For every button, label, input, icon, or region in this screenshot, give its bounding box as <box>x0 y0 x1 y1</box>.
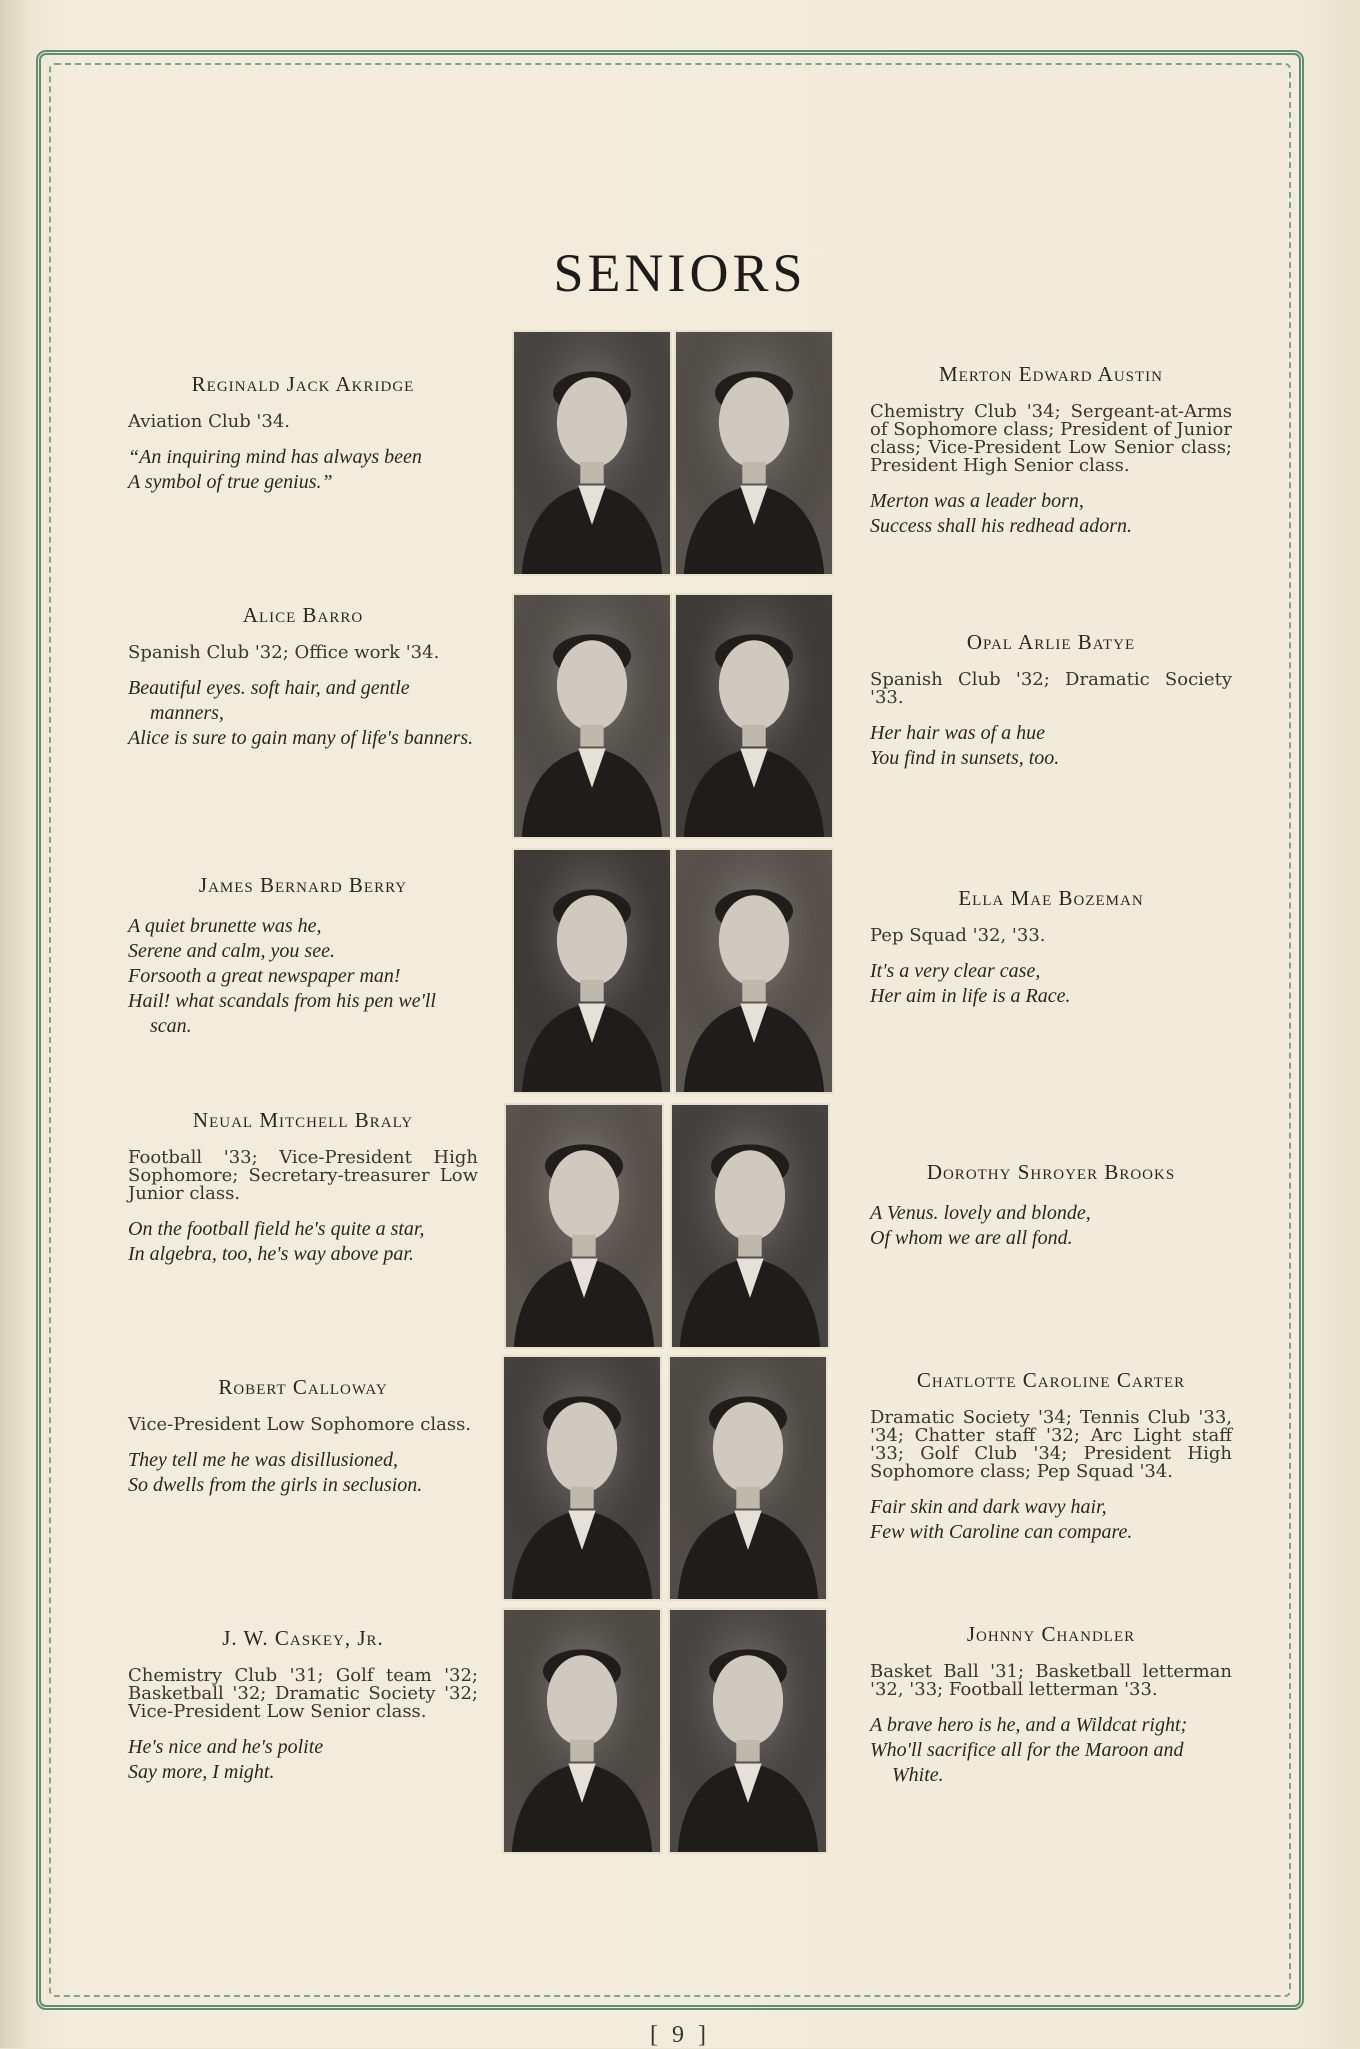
senior-activities: Pep Squad '32, '33. <box>870 925 1046 946</box>
verse-line: Merton was a leader born, <box>870 490 1084 512</box>
senior-portrait <box>674 848 834 1094</box>
senior-name: Opal Arlie Batye <box>966 630 1136 654</box>
senior-entry <box>870 1160 1232 1251</box>
senior-name: Merton Edward Austin <box>939 362 1163 386</box>
senior-activities: Chemistry Club '31; Golf team '32; Basketball '32; Dramatic Society '32; Vice-President Low Senior class. <box>128 1665 478 1722</box>
senior-entry <box>870 362 1232 539</box>
senior-entry <box>870 1622 1232 1788</box>
senior-entry <box>870 630 1232 771</box>
verse-line: Forsooth a great newspaper man! <box>128 965 401 987</box>
senior-entry <box>128 1108 478 1267</box>
verse-line: A symbol of true genius.” <box>128 471 333 493</box>
verse-line: In algebra, too, he's way above par. <box>128 1243 414 1265</box>
senior-name: Dorothy Shroyer Brooks <box>926 1160 1176 1184</box>
verse-line: They tell me he was disillusioned, <box>128 1449 398 1471</box>
senior-activities: Chemistry Club '34; Sergeant-at-Arms of Sophomore class; President of Junior class; Vice-President Low Senior class; President High Senior class. <box>870 401 1232 476</box>
senior-portrait <box>674 330 834 576</box>
verse-line: Success shall his redhead adorn. <box>870 515 1133 537</box>
senior-activities: Aviation Club '34. <box>128 411 291 432</box>
senior-entry <box>128 603 478 751</box>
verse-line: Say more, I might. <box>128 1761 275 1783</box>
verse-line: Who'll sacrifice all for the Maroon and White. <box>870 1739 1184 1786</box>
senior-entry <box>870 1368 1232 1545</box>
senior-name: Alice Barro <box>242 603 364 627</box>
senior-activities: Basket Ball '31; Basketball letterman '32, '33; Football letterman '33. <box>870 1661 1232 1700</box>
verse-line: So dwells from the girls in seclusion. <box>128 1474 423 1496</box>
senior-entry <box>128 1626 478 1785</box>
verse-line: A brave hero is he, and a Wildcat right; <box>870 1714 1188 1736</box>
verse-line: It's a very clear case, <box>870 960 1041 982</box>
senior-name: Chatlotte Caroline Carter <box>916 1368 1186 1392</box>
senior-portrait <box>674 593 834 839</box>
senior-name: Robert Calloway <box>218 1375 388 1399</box>
verse-line: Alice is sure to gain many of life's banners. <box>128 727 474 749</box>
verse-line: A Venus. lovely and blonde, <box>870 1202 1091 1224</box>
senior-verse <box>128 1448 478 1498</box>
senior-name: Reginald Jack Akridge <box>191 372 415 396</box>
senior-verse <box>128 1735 478 1785</box>
senior-entry <box>128 1375 478 1498</box>
senior-verse <box>128 1217 478 1267</box>
verse-line: Fair skin and dark wavy hair, <box>870 1496 1107 1518</box>
senior-verse <box>870 959 1232 1009</box>
senior-activities: Spanish Club '32; Office work '34. <box>128 642 440 663</box>
senior-entry <box>870 886 1232 1009</box>
senior-activities: Football '33; Vice-President High Sophomore; Secretary-treasurer Low Junior class. <box>128 1147 478 1204</box>
senior-verse <box>870 1713 1232 1788</box>
senior-verse <box>128 445 478 495</box>
senior-verse <box>870 1495 1232 1545</box>
verse-line: Beautiful eyes. soft hair, and gentle manners, <box>128 677 410 724</box>
verse-line: Of whom we are all fond. <box>870 1227 1073 1249</box>
page-number: [ 9 ] <box>650 2022 710 2048</box>
senior-verse <box>870 721 1232 771</box>
senior-name: J. W. Caskey, Jr. <box>222 1626 384 1650</box>
senior-portrait <box>668 1608 828 1854</box>
verse-line: “An inquiring mind has always been <box>128 446 422 468</box>
senior-portrait <box>504 1103 664 1349</box>
senior-portrait <box>512 848 672 1094</box>
verse-line: He's nice and he's polite <box>128 1736 324 1758</box>
senior-portrait <box>668 1355 828 1601</box>
verse-line: Few with Caroline can compare. <box>870 1521 1133 1543</box>
senior-portrait <box>512 330 672 576</box>
senior-name: Johnny Chandler <box>966 1622 1136 1646</box>
senior-portrait <box>502 1608 662 1854</box>
verse-line: A quiet brunette was he, <box>128 915 322 937</box>
senior-entry <box>128 873 478 1039</box>
senior-verse <box>870 489 1232 539</box>
senior-activities: Spanish Club '32; Dramatic Society '33. <box>870 669 1232 708</box>
senior-verse <box>128 914 478 1039</box>
senior-activities: Dramatic Society '34; Tennis Club '33, '34; Chatter staff '32; Arc Light staff '33; Golf Club '34; President High Sophomore class; Pep Squad '34. <box>870 1407 1232 1482</box>
verse-line: Her aim in life is a Race. <box>870 985 1071 1007</box>
verse-line: Her hair was of a hue <box>870 722 1045 744</box>
senior-activities: Vice-President Low Sophomore class. <box>128 1414 472 1435</box>
senior-name: Neual Mitchell Braly <box>192 1108 414 1132</box>
verse-line: Serene and calm, you see. <box>128 940 335 962</box>
verse-line: Hail! what scandals from his pen we'll scan. <box>128 990 436 1037</box>
senior-name: James Bernard Berry <box>198 873 408 897</box>
senior-verse <box>128 676 478 751</box>
senior-portrait <box>670 1103 830 1349</box>
verse-line: On the football field he's quite a star, <box>128 1218 425 1240</box>
senior-verse <box>870 1201 1232 1251</box>
verse-line: You find in sunsets, too. <box>870 747 1060 769</box>
senior-portrait <box>502 1355 662 1601</box>
senior-name: Ella Mae Bozeman <box>958 886 1144 910</box>
senior-portrait <box>512 593 672 839</box>
page-title: SENIORS <box>553 243 807 303</box>
senior-entry <box>128 372 478 495</box>
